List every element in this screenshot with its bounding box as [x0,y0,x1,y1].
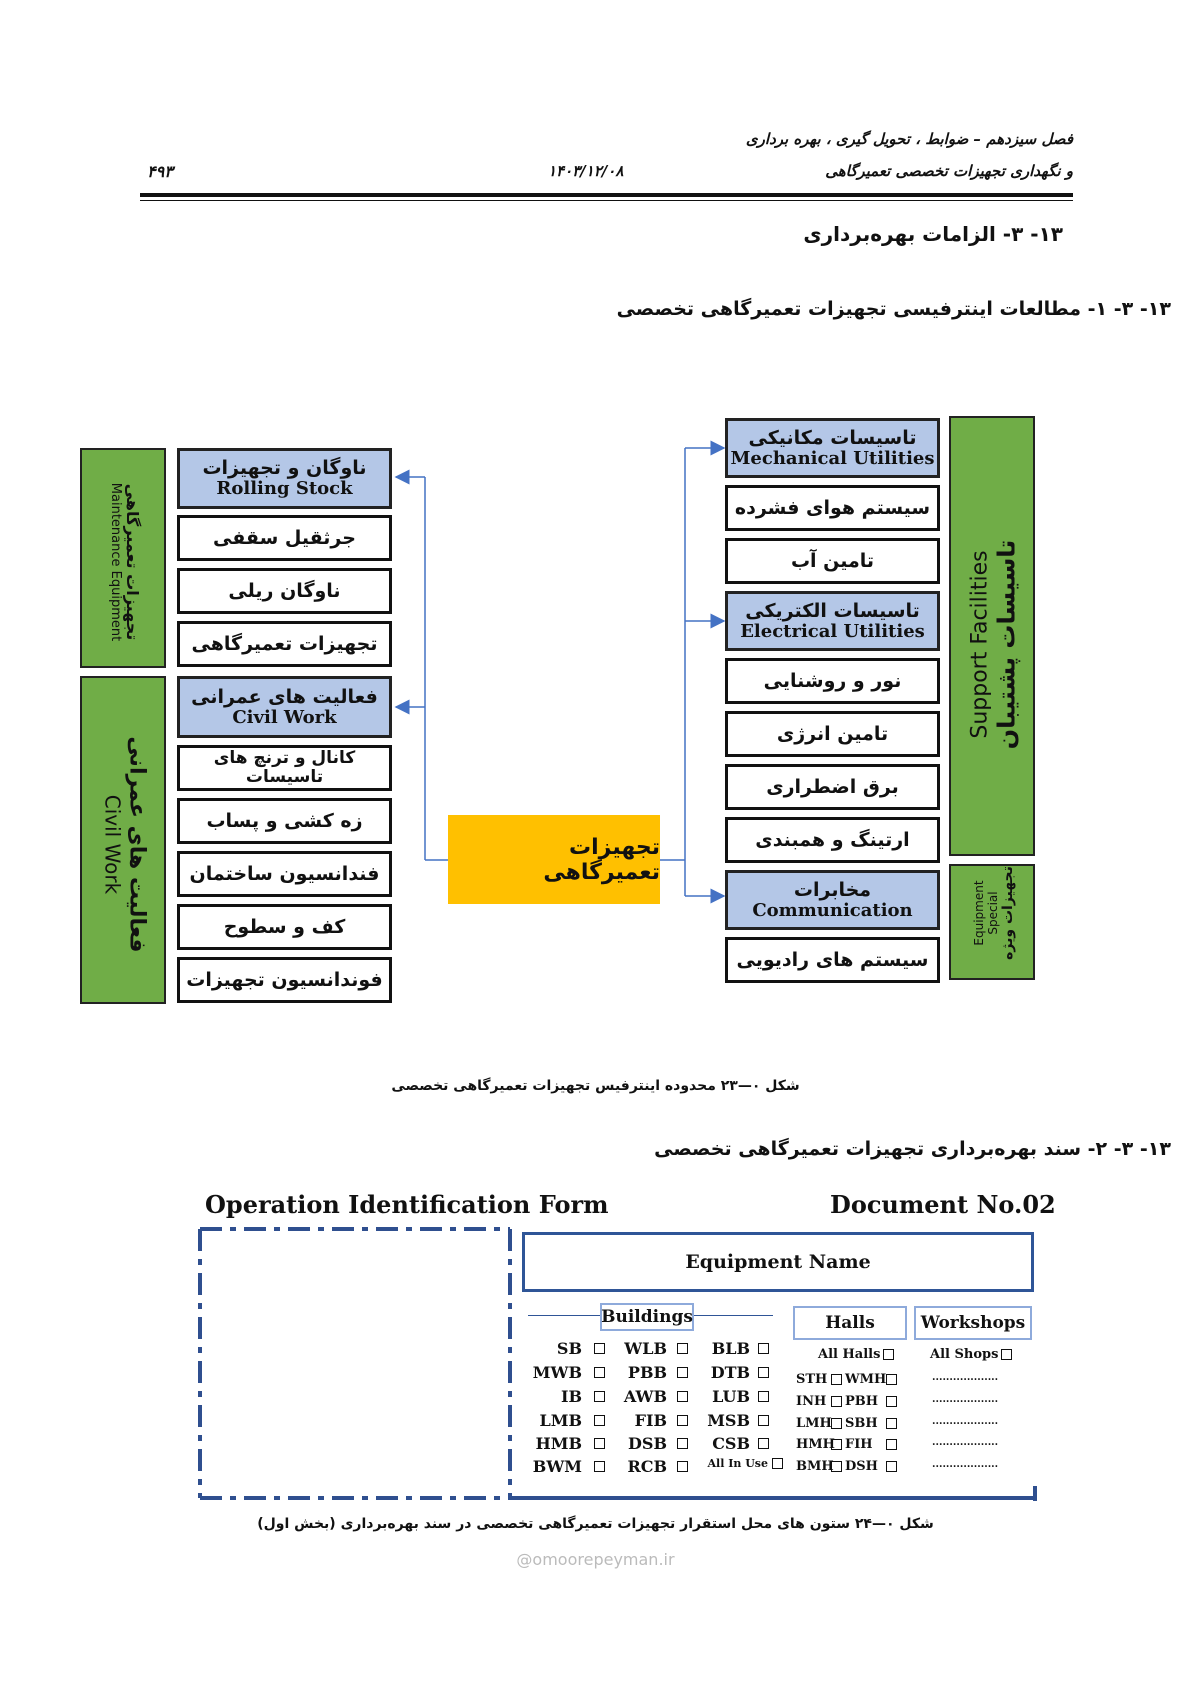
hall-code: HMH [796,1437,835,1452]
workshop-line[interactable]: ................... [932,1372,999,1383]
box-label-fa: ناوگان و تجهیزات [202,457,367,480]
figure-caption-23: شکل ۰—۲۳ محدوده اینترفیس تجهیزات تعمیرگاهی تخصصی [391,1078,800,1094]
hall-checkbox[interactable] [883,1349,894,1360]
building-checkbox[interactable] [677,1438,688,1449]
workshop-line[interactable]: ................... [932,1459,999,1470]
hall-code: STH [796,1372,828,1387]
hall-checkbox[interactable] [831,1374,842,1385]
document-number: Document No.02 [830,1190,1056,1219]
building-code: SB [556,1339,582,1358]
box-label-fa: زه کشی و پساب [206,809,363,832]
hall-code: PBH [845,1394,879,1409]
box-label-fa: جرثقیل سقفی [213,526,356,549]
hall-checkbox[interactable] [886,1374,897,1385]
hall-code: SBH [845,1416,878,1431]
box-label-fa: تامین انرژی [776,722,889,745]
hall-code: BMH [796,1459,834,1474]
building-checkbox[interactable] [594,1415,605,1426]
building-code: LUB [712,1387,750,1406]
building-checkbox[interactable] [594,1343,605,1354]
box-label-fa: ناوگان ریلی [228,579,341,602]
box-rolling-stock [177,448,392,509]
box-label-fa: مخابرات [793,878,872,901]
building-checkbox[interactable] [677,1391,688,1402]
watermark: @omoorepeyman.ir [516,1550,675,1569]
building-code: RCB [627,1457,667,1476]
figure-caption-24: شکل ۰—۲۴ ستون های محل استقرار تجهیزات تعمیرگاهی تخصصی در سند بهره‌برداری (بخش اول) [257,1516,934,1532]
box-label-en: Civil Work [232,706,337,728]
box-lighting [725,658,940,704]
hall-code: INH [796,1394,827,1409]
building-checkbox[interactable] [758,1391,769,1402]
building-code: BLB [711,1339,750,1358]
box-label-fa: نور و روشنایی [763,669,902,692]
box-compressed-air [725,485,940,531]
workshops-header: Workshops [914,1306,1032,1340]
box-earthing-bonding [725,817,940,863]
building-checkbox[interactable] [758,1415,769,1426]
hall-code: DSH [845,1459,878,1474]
workshop-line[interactable]: ................... [932,1416,999,1427]
building-checkbox[interactable] [758,1343,769,1354]
center-box: تجهیزات تعمیرگاهی [448,815,660,904]
box-emergency-power [725,764,940,810]
building-checkbox[interactable] [758,1367,769,1378]
box-label-fa: فوندانسیون تجهیزات [186,968,383,991]
group-label-en: Maintenance Equipment [108,482,123,642]
building-checkbox[interactable] [594,1461,605,1472]
box-equipment-foundation [177,957,392,1003]
box-drainage [177,798,392,844]
group-label-en: Special [986,891,1000,935]
building-checkbox[interactable] [677,1461,688,1472]
building-checkbox[interactable] [594,1391,605,1402]
box-label-fa: ارتینگ و همبندی [755,828,910,851]
building-checkbox[interactable] [594,1367,605,1378]
building-checkbox[interactable] [677,1343,688,1354]
hall-checkbox[interactable] [886,1461,897,1472]
building-code: IB [560,1387,582,1406]
group-special-equipment [949,864,1035,980]
box-radio-systems [725,937,940,983]
building-code: WLB [624,1339,667,1358]
box-label-fa: سیستم هوای فشرده [734,496,931,519]
building-code: AWB [623,1387,667,1406]
workshop-line[interactable]: ................... [932,1437,999,1448]
building-code: MWB [532,1363,582,1382]
box-building-foundation [177,851,392,897]
header-date: ۱۴۰۳/۱۲/۰۸ [548,162,624,180]
building-code: DTB [710,1363,750,1382]
group-label-fa: تجهیزات ویژه [1000,866,1016,960]
workshop-line[interactable]: ................... [932,1394,999,1405]
building-checkbox[interactable] [677,1367,688,1378]
box-label-fa: فعالیت های عمرانی [191,685,378,708]
hall-checkbox[interactable] [886,1396,897,1407]
hall-checkbox[interactable] [831,1396,842,1407]
box-label-fa: تجهیزات تعمیرگاهی [191,632,378,655]
box-label-fa: سیستم های رادیویی [736,948,929,971]
form-title: Operation Identification Form [205,1190,609,1219]
group-label-fa: تجهیزات تعمیرگاهی [123,483,142,641]
hall-code: FIH [845,1437,873,1452]
box-label-en: Rolling Stock [216,478,353,500]
box-utility-trenches [177,745,392,791]
box-label-fa: تاسیسات الکتریکی [745,599,920,622]
subsection-title-2: ۱۳- ۳- ۲- سند بهره‌برداری تجهیزات تعمیرگاهی تخصصی [654,1138,1171,1160]
building-checkbox[interactable] [758,1438,769,1449]
building-code: FIB [634,1411,667,1430]
box-label-en: Electrical Utilities [740,620,925,642]
subsection-title-1: ۱۳- ۳- ۱- مطالعات اینترفیسی تجهیزات تعمیرگاهی تخصصی [616,298,1171,320]
building-code: HMB [535,1434,582,1453]
box-label-fa: برق اضطراری [766,775,899,798]
group-label-en: Support Facilities [967,550,993,739]
chapter-subtitle: و نگهداری تجهیزات تخصصی تعمیرگاهی [825,162,1073,180]
box-label-fa: تامین آب [790,549,875,572]
box-water-supply [725,538,940,584]
box-mechanical-utilities [725,418,940,478]
hall-checkbox[interactable] [886,1439,897,1450]
building-checkbox[interactable] [677,1415,688,1426]
hall-code: WMH [845,1372,887,1387]
box-rail-fleet [177,568,392,614]
group-support-facilities [949,416,1035,856]
workshop-label: All Shops [930,1347,999,1362]
box-electrical-utilities [725,591,940,651]
group-label-en: Civil Work [100,794,125,895]
building-checkbox[interactable] [594,1438,605,1449]
equipment-name-field[interactable]: Equipment Name [522,1232,1034,1292]
box-overhead-crane [177,515,392,561]
box-label-fa: کف و سطوح [223,915,346,938]
hall-checkbox[interactable] [886,1418,897,1429]
box-communication [725,870,940,930]
section-title: ۱۳- ۳- الزامات بهره‌برداری [803,222,1063,246]
building-code: BWM [532,1457,582,1476]
box-label-en: Mechanical Utilities [730,447,935,469]
box-maintenance-equipment [177,621,392,667]
box-label-fa: کانال و ترنچ های تاسیسات [213,748,356,787]
buildings-header: Buildings [600,1303,694,1331]
halls-header: Halls [793,1306,907,1340]
page-number: ۴۹۳ [147,162,173,181]
building-checkbox[interactable] [772,1458,783,1469]
building-code: CSB [712,1434,750,1453]
workshop-checkbox[interactable] [1001,1349,1012,1360]
group-maintenance-equipment [80,448,166,668]
box-power-supply [725,711,940,757]
box-floors [177,904,392,950]
building-code: LMB [539,1411,582,1430]
box-label-fa: فندانسیون ساختمان [189,862,380,885]
group-civil-work [80,676,166,1004]
hall-code: All Halls [818,1347,881,1362]
box-label-en: Communication [752,899,913,921]
chapter-title: فصل سیزدهم – ضوابط ، تحویل گیری ، بهره برداری [745,130,1073,148]
hall-checkbox[interactable] [831,1439,842,1450]
group-label-fa: تاسیسات پشتیبان [992,539,1021,750]
box-label-fa: تاسیسات مکانیکی [748,426,917,449]
building-code: DSB [628,1434,667,1453]
building-code: All In Use [707,1457,768,1470]
group-label-fa: فعالیت های عمرانی [124,736,150,953]
hall-checkbox[interactable] [831,1461,842,1472]
building-code: MSB [707,1411,750,1430]
hall-code: LMH [796,1416,832,1431]
box-civil-work [177,676,392,738]
building-code: PBB [627,1363,667,1382]
hall-checkbox[interactable] [831,1418,842,1429]
group-label-en: Equipment [972,880,986,946]
